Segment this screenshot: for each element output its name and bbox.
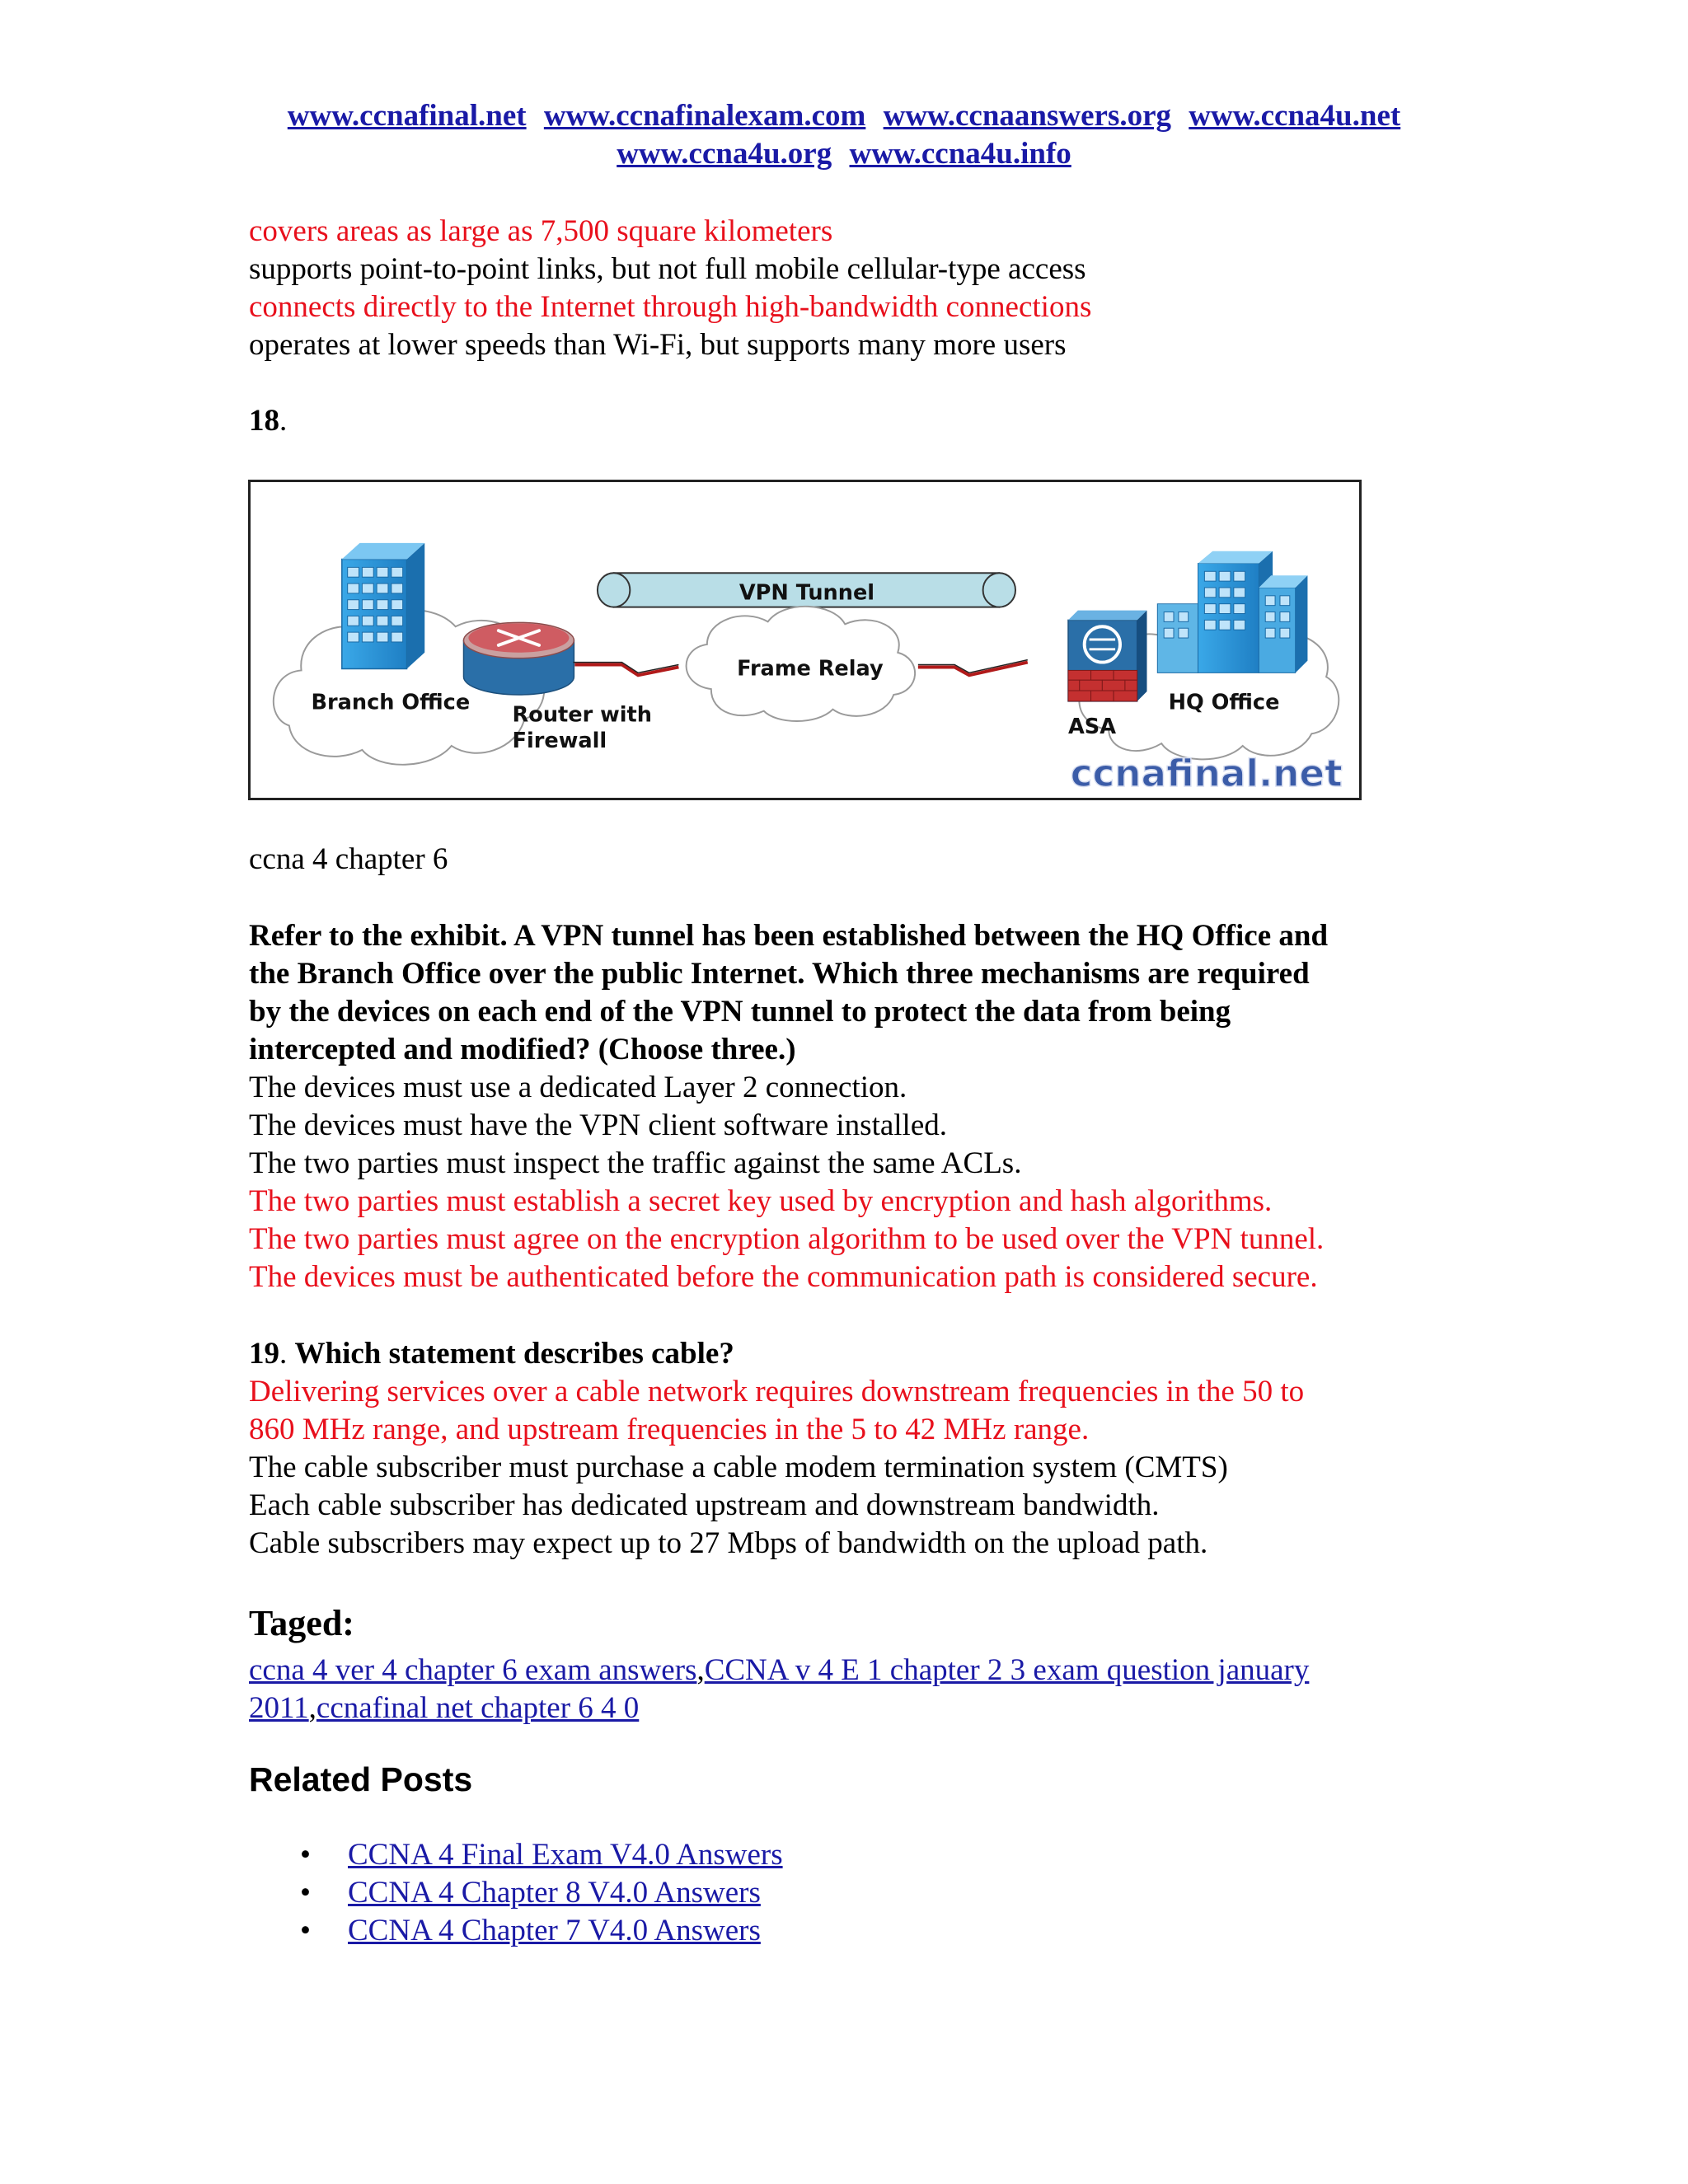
q18-number (249, 402, 287, 440)
header-link[interactable]: www.ccna4u.info (849, 137, 1071, 171)
related-post-item (249, 1874, 783, 1912)
q17-options (249, 213, 1091, 364)
header-links (0, 97, 1688, 173)
related-post-link[interactable]: CCNA 4 Chapter 7 V4.0 Answers (348, 1914, 761, 1947)
tags-list (249, 1652, 1444, 1727)
question-text-line: the Branch Office over the public Internet. Which three mechanisms are required (249, 957, 1310, 991)
tags-section (249, 1601, 354, 1647)
question-text-line: Refer to the exhibit. A VPN tunnel has been established between the HQ Office and (249, 919, 1329, 953)
related-post-link[interactable]: CCNA 4 Final Exam V4.0 Answers (348, 1838, 783, 1872)
related-posts-title: Related Posts (249, 1760, 473, 1798)
answer-option: operates at lower speeds than Wi-Fi, but supports many more users (249, 328, 1067, 362)
tag-link[interactable]: CCNA v 4 E 1 chapter 2 3 exam question january 2011 (249, 1653, 1310, 1725)
answer-option: The two parties must inspect the traffic against the same ACLs. (249, 1146, 1022, 1180)
answer-option: Each cable subscriber has dedicated upstream and downstream bandwidth. (249, 1488, 1160, 1522)
answer-option: The devices must have the VPN client software installed. (249, 1108, 948, 1142)
hq-building-icon (1157, 551, 1307, 673)
answer-option: The cable subscriber must purchase a cable modem termination system (CMTS) (249, 1451, 1228, 1484)
answer-option-correct: The two parties must establish a secret key used by encryption and hash algorithms. (249, 1184, 1273, 1218)
related-post-item (249, 1912, 783, 1950)
network-diagram (251, 482, 1359, 798)
answer-option: Cable subscribers may expect up to 27 Mbps of bandwidth on the upload path. (249, 1526, 1208, 1560)
question-number: 19 (249, 1337, 279, 1371)
question-number-separator: . (279, 1337, 295, 1371)
answer-option-correct: Delivering services over a cable network requires downstream frequencies in the 50 to (249, 1375, 1305, 1408)
answer-option-correct: The devices must be authenticated before the communication path is considered secure. (249, 1260, 1318, 1294)
figure-caption (249, 841, 448, 879)
caption-text: ccna 4 chapter 6 (249, 842, 448, 876)
hq-office-label: HQ Office (1168, 690, 1280, 715)
tags-title: Taged: (249, 1603, 354, 1643)
tag-separator: , (696, 1653, 705, 1687)
exhibit-figure (248, 480, 1362, 800)
tag-separator: , (308, 1691, 316, 1725)
branch-building-icon (342, 543, 424, 669)
header-link[interactable]: www.ccna4u.org (617, 137, 832, 171)
serial-link-left (573, 663, 678, 676)
router-label-line1: Router with (512, 702, 652, 728)
question-number-suffix: . (279, 404, 288, 438)
vpn-tunnel-pipe (598, 573, 1015, 607)
branch-office-label: Branch Office (311, 690, 471, 715)
answer-option-correct: 860 MHz range, and upstream frequencies in the 5 to 42 MHz range. (249, 1413, 1090, 1446)
answer-option-correct: connects directly to the Internet through high-bandwidth connections (249, 290, 1092, 324)
question-number: 18 (249, 404, 279, 438)
tag-link[interactable]: ccna 4 ver 4 chapter 6 exam answers (249, 1653, 697, 1687)
answer-option: supports point-to-point links, but not full mobile cellular-type access (249, 252, 1086, 286)
header-link[interactable]: www.ccnaanswers.org (883, 99, 1172, 133)
answer-option: The devices must use a dedicated Layer 2 connection. (249, 1071, 907, 1104)
related-post-item (249, 1836, 783, 1874)
q18-block (249, 917, 1328, 1296)
watermark-logo: ccnafinal.net (1070, 752, 1343, 796)
question-text-line: intercepted and modified? (Choose three.) (249, 1033, 796, 1066)
header-link[interactable]: www.ccnafinal.net (287, 99, 527, 133)
bullet-icon: • (300, 1838, 311, 1872)
q19-block (249, 1335, 1304, 1563)
header-link[interactable]: www.ccnafinalexam.com (543, 99, 866, 133)
question-text: Which statement describes cable? (294, 1337, 734, 1371)
related-posts-section (249, 1758, 472, 1801)
asa-label: ASA (1067, 715, 1117, 740)
question-text-line: by the devices on each end of the VPN tunnel to protect the data from being (249, 995, 1231, 1029)
vpn-tunnel-label: VPN Tunnel (738, 580, 875, 606)
header-link[interactable]: www.ccna4u.net (1189, 99, 1401, 133)
router-icon (463, 622, 574, 695)
answer-option-correct: covers areas as large as 7,500 square kilometers (249, 214, 833, 248)
frame-relay-cloud (687, 607, 916, 721)
bullet-icon: • (300, 1914, 311, 1947)
asa-firewall-icon (1068, 611, 1147, 701)
serial-link-right (918, 660, 1028, 676)
bullet-icon: • (300, 1876, 311, 1910)
tag-link[interactable]: ccnafinal net chapter 6 4 0 (316, 1691, 640, 1725)
answer-option-correct: The two parties must agree on the encryption algorithm to be used over the VPN tunnel. (249, 1222, 1325, 1256)
router-label-line2: Firewall (512, 728, 607, 753)
related-post-link[interactable]: CCNA 4 Chapter 8 V4.0 Answers (348, 1876, 761, 1910)
related-posts-list (249, 1836, 783, 1950)
frame-relay-label: Frame Relay (737, 656, 884, 682)
